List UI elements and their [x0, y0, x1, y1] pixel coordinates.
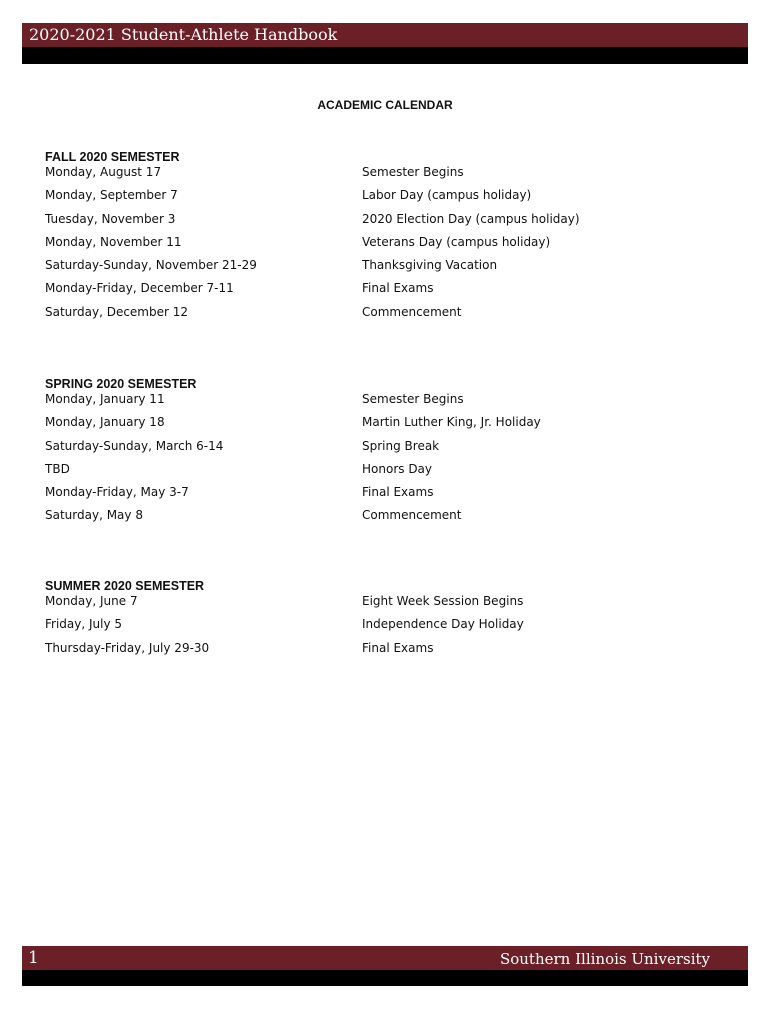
calendar-row — [45, 507, 745, 530]
row-event: Semester Begins — [362, 392, 464, 406]
section-spring — [45, 377, 745, 531]
calendar-row — [45, 616, 745, 639]
calendar-row — [45, 164, 745, 187]
row-date: Saturday-Sunday, November 21-29 — [45, 258, 257, 273]
row-date: Friday, July 5 — [45, 617, 123, 632]
section-fall — [45, 150, 745, 327]
row-event: Commencement — [362, 508, 462, 523]
calendar-row — [45, 391, 745, 414]
row-date: Tuesday, November 3 — [45, 211, 176, 226]
row-date: TBD — [45, 461, 70, 476]
calendar-row — [45, 234, 745, 257]
page-number: 1 — [28, 948, 39, 968]
calendar-row — [45, 211, 745, 234]
calendar-row — [45, 438, 745, 461]
row-date: Saturday, May 8 — [45, 508, 143, 523]
row-event: Commencement — [362, 304, 462, 319]
row-event: Thanksgiving Vacation — [362, 258, 498, 273]
header-bar — [22, 23, 748, 47]
university-name: Southern Illinois University — [499, 950, 710, 968]
header-underbar — [22, 47, 748, 64]
row-event: Spring Break — [362, 438, 440, 453]
calendar-row — [45, 640, 745, 663]
calendar-row — [45, 484, 745, 507]
section-title: SUMMER 2020 SEMESTER — [45, 579, 205, 593]
row-event: Final Exams — [362, 640, 434, 655]
calendar-row — [45, 414, 745, 437]
row-date: Monday, January 11 — [45, 392, 165, 406]
row-event: Eight Week Session Begins — [362, 594, 524, 608]
page-title: ACADEMIC CALENDAR — [317, 98, 453, 112]
row-event: Independence Day Holiday — [362, 617, 524, 632]
row-event: Martin Luther King, Jr. Holiday — [362, 415, 541, 430]
calendar-row — [45, 461, 745, 484]
row-event: Veterans Day (campus holiday) — [362, 234, 551, 249]
footer-underbar — [22, 970, 748, 986]
row-date: Monday, November 11 — [45, 234, 182, 249]
calendar-row — [45, 257, 745, 280]
row-date: Thursday-Friday, July 29-30 — [45, 640, 210, 655]
row-date: Saturday-Sunday, March 6-14 — [45, 438, 224, 453]
row-date: Monday, August 17 — [45, 165, 162, 179]
row-date: Monday, January 18 — [45, 415, 165, 430]
row-event: Labor Day (campus holiday) — [362, 188, 532, 203]
calendar-row — [45, 280, 745, 303]
row-event: Final Exams — [362, 281, 434, 296]
row-event: Honors Day — [362, 461, 433, 476]
row-date: Monday, June 7 — [45, 594, 138, 608]
calendar-row — [45, 304, 745, 327]
row-date: Monday-Friday, December 7-11 — [45, 281, 234, 296]
row-event: Semester Begins — [362, 165, 464, 179]
row-date: Saturday, December 12 — [45, 304, 189, 319]
section-title: SPRING 2020 SEMESTER — [45, 377, 197, 391]
calendar-row — [45, 187, 745, 210]
handbook-title: 2020-2021 Student-Athlete Handbook — [29, 25, 338, 44]
row-event: 2020 Election Day (campus holiday) — [362, 211, 580, 226]
footer-bar — [22, 946, 748, 970]
row-date: Monday, September 7 — [45, 188, 178, 203]
section-summer — [45, 579, 745, 663]
calendar-row — [45, 593, 745, 616]
row-date: Monday-Friday, May 3-7 — [45, 485, 189, 500]
row-event: Final Exams — [362, 485, 434, 500]
section-title: FALL 2020 SEMESTER — [45, 150, 180, 164]
